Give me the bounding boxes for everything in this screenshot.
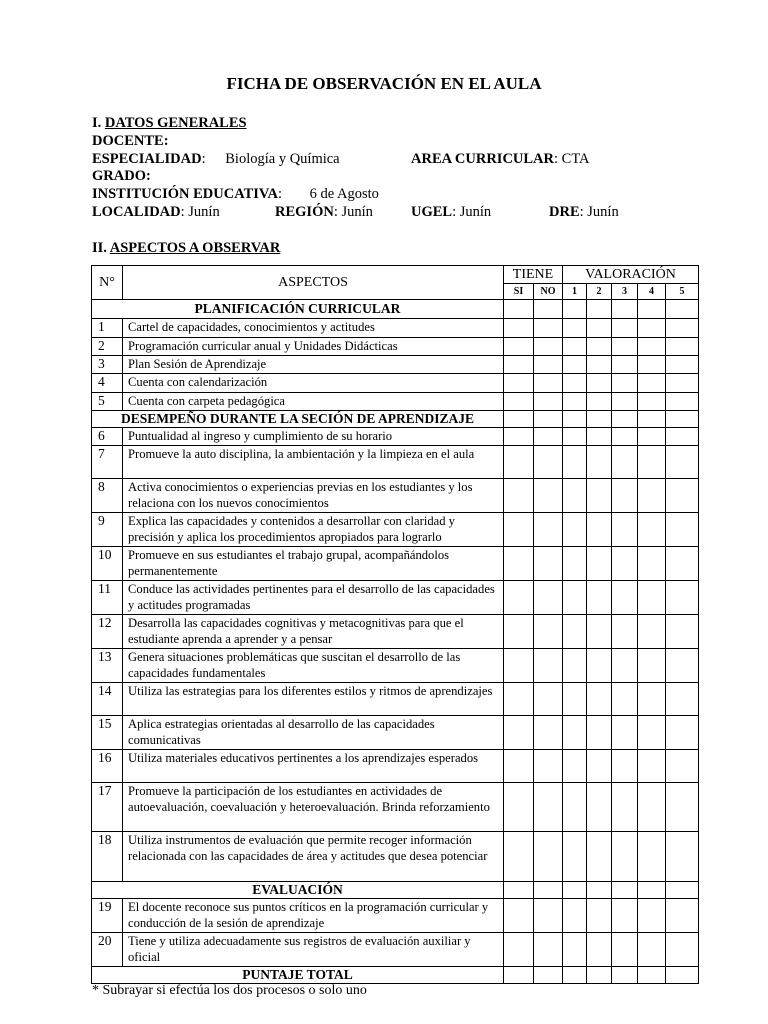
item-aspect: Aplica estrategias orientadas al desarrollo de las capacidades comunicativas — [123, 715, 504, 749]
empty-cell — [638, 411, 666, 428]
rating-5-cell[interactable] — [666, 428, 699, 446]
col-header-num: N° — [92, 266, 123, 300]
si-cell[interactable] — [504, 356, 534, 374]
no-cell[interactable] — [534, 319, 563, 338]
rating-2-cell[interactable] — [587, 428, 612, 446]
col-header-rating-5: 5 — [666, 284, 699, 300]
empty-cell — [612, 966, 638, 983]
empty-cell — [504, 881, 534, 898]
si-cell[interactable] — [504, 428, 534, 446]
rating-1-cell[interactable] — [563, 580, 587, 614]
rating-1-cell[interactable] — [563, 898, 587, 932]
si-cell[interactable] — [504, 898, 534, 932]
rating-5-cell[interactable] — [666, 898, 699, 932]
rating-1-cell[interactable] — [563, 546, 587, 580]
empty-cell — [563, 300, 587, 319]
rating-4-cell[interactable] — [638, 445, 666, 478]
table-row — [92, 512, 699, 546]
col-header-no: NO — [534, 284, 563, 300]
no-cell[interactable] — [534, 393, 563, 411]
si-cell[interactable] — [504, 831, 534, 881]
table-row — [92, 546, 699, 580]
item-aspect: Tiene y utiliza adecuadamente sus registros de evaluación auxiliar y oficial — [123, 932, 504, 966]
rating-3-cell[interactable] — [612, 932, 638, 966]
empty-cell — [638, 966, 666, 983]
rating-2-cell[interactable] — [587, 614, 612, 648]
rating-4-cell[interactable] — [638, 338, 666, 356]
rating-1-cell[interactable] — [563, 749, 587, 782]
rating-2-cell[interactable] — [587, 898, 612, 932]
si-cell[interactable] — [504, 682, 534, 715]
item-aspect: Plan Sesión de Aprendizaje — [123, 356, 504, 374]
no-cell[interactable] — [534, 648, 563, 682]
no-cell[interactable] — [534, 478, 563, 512]
table-row — [92, 445, 699, 478]
rating-3-cell[interactable] — [612, 478, 638, 512]
rating-1-cell[interactable] — [563, 715, 587, 749]
item-aspect: Activa conocimientos o experiencias previas en los estudiantes y los relaciona con los nuevos conocimientos — [123, 478, 504, 512]
empty-cell — [666, 881, 699, 898]
rating-5-cell[interactable] — [666, 782, 699, 831]
no-cell[interactable] — [534, 512, 563, 546]
no-cell[interactable] — [534, 932, 563, 966]
rating-1-cell[interactable] — [563, 478, 587, 512]
rating-4-cell[interactable] — [638, 374, 666, 393]
rating-2-cell[interactable] — [587, 512, 612, 546]
item-number: 10 — [92, 546, 123, 580]
rating-2-cell[interactable] — [587, 356, 612, 374]
section-2-roman: II. — [92, 240, 107, 256]
no-cell[interactable] — [534, 614, 563, 648]
empty-cell — [666, 300, 699, 319]
rating-1-cell[interactable] — [563, 648, 587, 682]
si-cell[interactable] — [504, 445, 534, 478]
region-label: REGIÓN — [275, 204, 334, 220]
no-cell[interactable] — [534, 580, 563, 614]
item-number: 5 — [92, 393, 123, 411]
item-number: 15 — [92, 715, 123, 749]
rating-4-cell[interactable] — [638, 614, 666, 648]
empty-cell — [638, 300, 666, 319]
rating-3-cell[interactable] — [612, 898, 638, 932]
rating-4-cell[interactable] — [638, 478, 666, 512]
item-number: 18 — [92, 831, 123, 881]
table-row — [92, 831, 699, 881]
empty-cell — [612, 411, 638, 428]
table-row — [92, 478, 699, 512]
localidad-label: LOCALIDAD — [92, 204, 181, 220]
rating-4-cell[interactable] — [638, 749, 666, 782]
rating-2-cell[interactable] — [587, 393, 612, 411]
rating-1-cell[interactable] — [563, 319, 587, 338]
si-cell[interactable] — [504, 580, 534, 614]
no-cell[interactable] — [534, 356, 563, 374]
dre-row: DRE: Junín — [549, 204, 619, 220]
localidad-value: Junín — [188, 204, 220, 220]
item-number: 1 — [92, 319, 123, 338]
area-value: CTA — [561, 151, 590, 167]
region-value: Junín — [341, 204, 373, 220]
empty-cell — [587, 966, 612, 983]
section-heading: PUNTAJE TOTAL — [92, 966, 504, 983]
rating-5-cell[interactable] — [666, 319, 699, 338]
rating-4-cell[interactable] — [638, 715, 666, 749]
rating-5-cell[interactable] — [666, 580, 699, 614]
empty-cell — [563, 411, 587, 428]
rating-1-cell[interactable] — [563, 374, 587, 393]
rating-4-cell[interactable] — [638, 428, 666, 446]
rating-2-cell[interactable] — [587, 831, 612, 881]
rating-5-cell[interactable] — [666, 338, 699, 356]
table-row — [92, 682, 699, 715]
si-cell[interactable] — [504, 749, 534, 782]
item-number: 9 — [92, 512, 123, 546]
region-row: REGIÓN: Junín — [275, 204, 373, 220]
rating-4-cell[interactable] — [638, 898, 666, 932]
rating-2-cell[interactable] — [587, 932, 612, 966]
rating-2-cell[interactable] — [587, 546, 612, 580]
item-aspect: Promueve la participación de los estudiantes en actividades de autoevaluación, coevaluación y heteroevaluación. Brinda reforzamiento — [123, 782, 504, 831]
section-2-heading — [92, 240, 280, 258]
table-row — [92, 932, 699, 966]
institucion-row: INSTITUCIÓN EDUCATIVA: 6 de Agosto — [92, 186, 379, 202]
item-number: 17 — [92, 782, 123, 831]
table-row — [92, 338, 699, 356]
si-cell[interactable] — [504, 648, 534, 682]
rating-5-cell[interactable] — [666, 546, 699, 580]
dre-label: DRE — [549, 204, 580, 220]
item-number: 14 — [92, 682, 123, 715]
observation-table — [91, 265, 699, 984]
empty-cell — [666, 411, 699, 428]
rating-3-cell[interactable] — [612, 715, 638, 749]
no-cell[interactable] — [534, 782, 563, 831]
si-cell[interactable] — [504, 782, 534, 831]
empty-cell — [638, 881, 666, 898]
ugel-label: UGEL — [411, 204, 453, 220]
rating-3-cell[interactable] — [612, 831, 638, 881]
si-cell[interactable] — [504, 546, 534, 580]
dre-value: Junín — [587, 204, 619, 220]
si-cell[interactable] — [504, 614, 534, 648]
item-number: 4 — [92, 374, 123, 393]
institucion-value: 6 de Agosto — [309, 186, 379, 202]
rating-1-cell[interactable] — [563, 682, 587, 715]
item-aspect: Genera situaciones problemáticas que suscitan el desarrollo de las capacidades fundamentales — [123, 648, 504, 682]
si-cell[interactable] — [504, 374, 534, 393]
rating-3-cell[interactable] — [612, 580, 638, 614]
section-heading: PLANIFICACIÓN CURRICULAR — [92, 300, 504, 319]
empty-cell — [563, 881, 587, 898]
rating-4-cell[interactable] — [638, 319, 666, 338]
item-aspect: El docente reconoce sus puntos críticos en la programación curricular y conducción de la sesión de aprendizaje — [123, 898, 504, 932]
item-number: 2 — [92, 338, 123, 356]
section-1-roman: I. — [92, 115, 102, 131]
rating-5-cell[interactable] — [666, 831, 699, 881]
si-cell[interactable] — [504, 393, 534, 411]
item-aspect: Conduce las actividades pertinentes para el desarrollo de las capacidades y actitudes programadas — [123, 580, 504, 614]
area-row: AREA CURRICULAR: CTA — [411, 151, 590, 167]
rating-3-cell[interactable] — [612, 356, 638, 374]
item-aspect: Cartel de capacidades, conocimientos y actitudes — [123, 319, 504, 338]
rating-1-cell[interactable] — [563, 932, 587, 966]
item-aspect: Cuenta con carpeta pedagógica — [123, 393, 504, 411]
rating-2-cell[interactable] — [587, 648, 612, 682]
rating-2-cell[interactable] — [587, 445, 612, 478]
rating-4-cell[interactable] — [638, 356, 666, 374]
rating-3-cell[interactable] — [612, 338, 638, 356]
rating-5-cell[interactable] — [666, 512, 699, 546]
item-aspect: Puntualidad al ingreso y cumplimiento de su horario — [123, 428, 504, 446]
item-number: 7 — [92, 445, 123, 478]
table-row — [92, 749, 699, 782]
item-number: 19 — [92, 898, 123, 932]
empty-cell — [534, 411, 563, 428]
rating-5-cell[interactable] — [666, 682, 699, 715]
item-aspect: Cuenta con calendarización — [123, 374, 504, 393]
rating-1-cell[interactable] — [563, 338, 587, 356]
no-cell[interactable] — [534, 374, 563, 393]
empty-cell — [612, 881, 638, 898]
empty-cell — [504, 411, 534, 428]
si-cell[interactable] — [504, 932, 534, 966]
item-aspect: Promueve en sus estudiantes el trabajo grupal, acompañándolos permanentemente — [123, 546, 504, 580]
rating-3-cell[interactable] — [612, 782, 638, 831]
si-cell[interactable] — [504, 715, 534, 749]
rating-5-cell[interactable] — [666, 478, 699, 512]
col-header-rating-1: 1 — [563, 284, 587, 300]
area-label: AREA CURRICULAR — [411, 151, 554, 167]
no-cell[interactable] — [534, 715, 563, 749]
item-number: 12 — [92, 614, 123, 648]
section-2-title: ASPECTOS A OBSERVAR — [109, 240, 281, 256]
rating-3-cell[interactable] — [612, 512, 638, 546]
rating-5-cell[interactable] — [666, 614, 699, 648]
rating-1-cell[interactable] — [563, 428, 587, 446]
col-header-si: SI — [504, 284, 534, 300]
section-row — [92, 411, 699, 428]
ugel-value: Junín — [459, 204, 492, 220]
empty-cell — [504, 300, 534, 319]
rating-3-cell[interactable] — [612, 428, 638, 446]
rating-2-cell[interactable] — [587, 374, 612, 393]
rating-4-cell[interactable] — [638, 512, 666, 546]
item-number: 11 — [92, 580, 123, 614]
rating-3-cell[interactable] — [612, 648, 638, 682]
empty-cell — [587, 881, 612, 898]
rating-5-cell[interactable] — [666, 932, 699, 966]
rating-3-cell[interactable] — [612, 614, 638, 648]
no-cell[interactable] — [534, 682, 563, 715]
rating-1-cell[interactable] — [563, 393, 587, 411]
rating-2-cell[interactable] — [587, 478, 612, 512]
rating-3-cell[interactable] — [612, 393, 638, 411]
section-1-heading — [92, 115, 247, 133]
rating-1-cell[interactable] — [563, 831, 587, 881]
table-row — [92, 319, 699, 338]
especialidad-label: ESPECIALIDAD — [92, 151, 202, 167]
no-cell[interactable] — [534, 546, 563, 580]
rating-3-cell[interactable] — [612, 319, 638, 338]
item-aspect: Desarrolla las capacidades cognitivas y metacognitivas para que el estudiante aprenda a aprender y a pensar — [123, 614, 504, 648]
si-cell[interactable] — [504, 478, 534, 512]
item-aspect: Explica las capacidades y contenidos a desarrollar con claridad y precisión y aplica los procedimientos apropiados para lograrlo — [123, 512, 504, 546]
page-title: FICHA DE OBSERVACIÓN EN EL AULA — [226, 74, 542, 93]
no-cell[interactable] — [534, 898, 563, 932]
empty-cell — [612, 300, 638, 319]
rating-4-cell[interactable] — [638, 682, 666, 715]
empty-cell — [587, 300, 612, 319]
rating-1-cell[interactable] — [563, 512, 587, 546]
empty-cell — [504, 966, 534, 983]
si-cell[interactable] — [504, 319, 534, 338]
table-row — [92, 898, 699, 932]
rating-4-cell[interactable] — [638, 782, 666, 831]
rating-5-cell[interactable] — [666, 715, 699, 749]
item-aspect: Utiliza materiales educativos pertinentes a los aprendizajes esperados — [123, 749, 504, 782]
table-row — [92, 356, 699, 374]
rating-3-cell[interactable] — [612, 445, 638, 478]
rating-2-cell[interactable] — [587, 580, 612, 614]
table-row — [92, 715, 699, 749]
empty-cell — [666, 966, 699, 983]
rating-3-cell[interactable] — [612, 749, 638, 782]
section-1-title: DATOS GENERALES — [104, 115, 247, 131]
rating-3-cell[interactable] — [612, 546, 638, 580]
rating-5-cell[interactable] — [666, 356, 699, 374]
rating-2-cell[interactable] — [587, 682, 612, 715]
rating-2-cell[interactable] — [587, 715, 612, 749]
si-cell[interactable] — [504, 338, 534, 356]
no-cell[interactable] — [534, 749, 563, 782]
col-header-rating-3: 3 — [612, 284, 638, 300]
col-header-aspectos: ASPECTOS — [123, 266, 504, 300]
section-row — [92, 881, 699, 898]
si-cell[interactable] — [504, 512, 534, 546]
col-header-valoracion: VALORACIÓN — [563, 266, 699, 284]
no-cell[interactable] — [534, 338, 563, 356]
table-row — [92, 782, 699, 831]
col-header-tiene: TIENE — [504, 266, 563, 284]
rating-5-cell[interactable] — [666, 393, 699, 411]
empty-cell — [587, 411, 612, 428]
empty-cell — [563, 966, 587, 983]
item-number: 6 — [92, 428, 123, 446]
institucion-label: INSTITUCIÓN EDUCATIVA — [92, 186, 278, 202]
rating-5-cell[interactable] — [666, 648, 699, 682]
item-number: 16 — [92, 749, 123, 782]
grado-label: GRADO: — [92, 168, 151, 184]
especialidad-row: ESPECIALIDAD: Biología y Química — [92, 151, 340, 167]
especialidad-value: Biología y Química — [225, 151, 340, 167]
section-heading: EVALUACIÓN — [92, 881, 504, 898]
empty-cell — [534, 300, 563, 319]
rating-2-cell[interactable] — [587, 749, 612, 782]
rating-1-cell[interactable] — [563, 356, 587, 374]
rating-3-cell[interactable] — [612, 682, 638, 715]
rating-2-cell[interactable] — [587, 319, 612, 338]
item-aspect: Promueve la auto disciplina, la ambientación y la limpieza en el aula — [123, 445, 504, 478]
table-row — [92, 428, 699, 446]
rating-2-cell[interactable] — [587, 782, 612, 831]
rating-1-cell[interactable] — [563, 445, 587, 478]
rating-1-cell[interactable] — [563, 782, 587, 831]
docente-label: DOCENTE: — [92, 133, 169, 149]
rating-2-cell[interactable] — [587, 338, 612, 356]
item-aspect: Programación curricular anual y Unidades Didácticas — [123, 338, 504, 356]
item-number: 3 — [92, 356, 123, 374]
item-aspect: Utiliza las estrategias para los diferentes estilos y ritmos de aprendizajes — [123, 682, 504, 715]
no-cell[interactable] — [534, 831, 563, 881]
rating-5-cell[interactable] — [666, 374, 699, 393]
section-heading: DESEMPEÑO DURANTE LA SECIÓN DE APRENDIZAJE — [92, 411, 504, 428]
rating-4-cell[interactable] — [638, 648, 666, 682]
col-header-rating-2: 2 — [587, 284, 612, 300]
table-row — [92, 580, 699, 614]
ugel-row: UGEL: Junín — [411, 204, 492, 220]
rating-5-cell[interactable] — [666, 749, 699, 782]
no-cell[interactable] — [534, 445, 563, 478]
rating-4-cell[interactable] — [638, 393, 666, 411]
rating-4-cell[interactable] — [638, 580, 666, 614]
item-number: 8 — [92, 478, 123, 512]
rating-4-cell[interactable] — [638, 831, 666, 881]
item-number: 13 — [92, 648, 123, 682]
rating-5-cell[interactable] — [666, 445, 699, 478]
footnote: * Subrayar si efectúa los dos procesos o solo uno — [92, 983, 367, 998]
item-aspect: Utiliza instrumentos de evaluación que permite recoger información relacionada con las capacidades de área y actitudes que desea potenciar — [123, 831, 504, 881]
table-row — [92, 393, 699, 411]
item-number: 20 — [92, 932, 123, 966]
section-row — [92, 966, 699, 983]
localidad-row: LOCALIDAD: Junín — [92, 204, 220, 220]
table-row — [92, 648, 699, 682]
no-cell[interactable] — [534, 428, 563, 446]
table-row — [92, 374, 699, 393]
rating-3-cell[interactable] — [612, 374, 638, 393]
section-row — [92, 300, 699, 319]
col-header-rating-4: 4 — [638, 284, 666, 300]
empty-cell — [534, 881, 563, 898]
empty-cell — [534, 966, 563, 983]
rating-4-cell[interactable] — [638, 932, 666, 966]
table-row — [92, 614, 699, 648]
rating-1-cell[interactable] — [563, 614, 587, 648]
rating-4-cell[interactable] — [638, 546, 666, 580]
